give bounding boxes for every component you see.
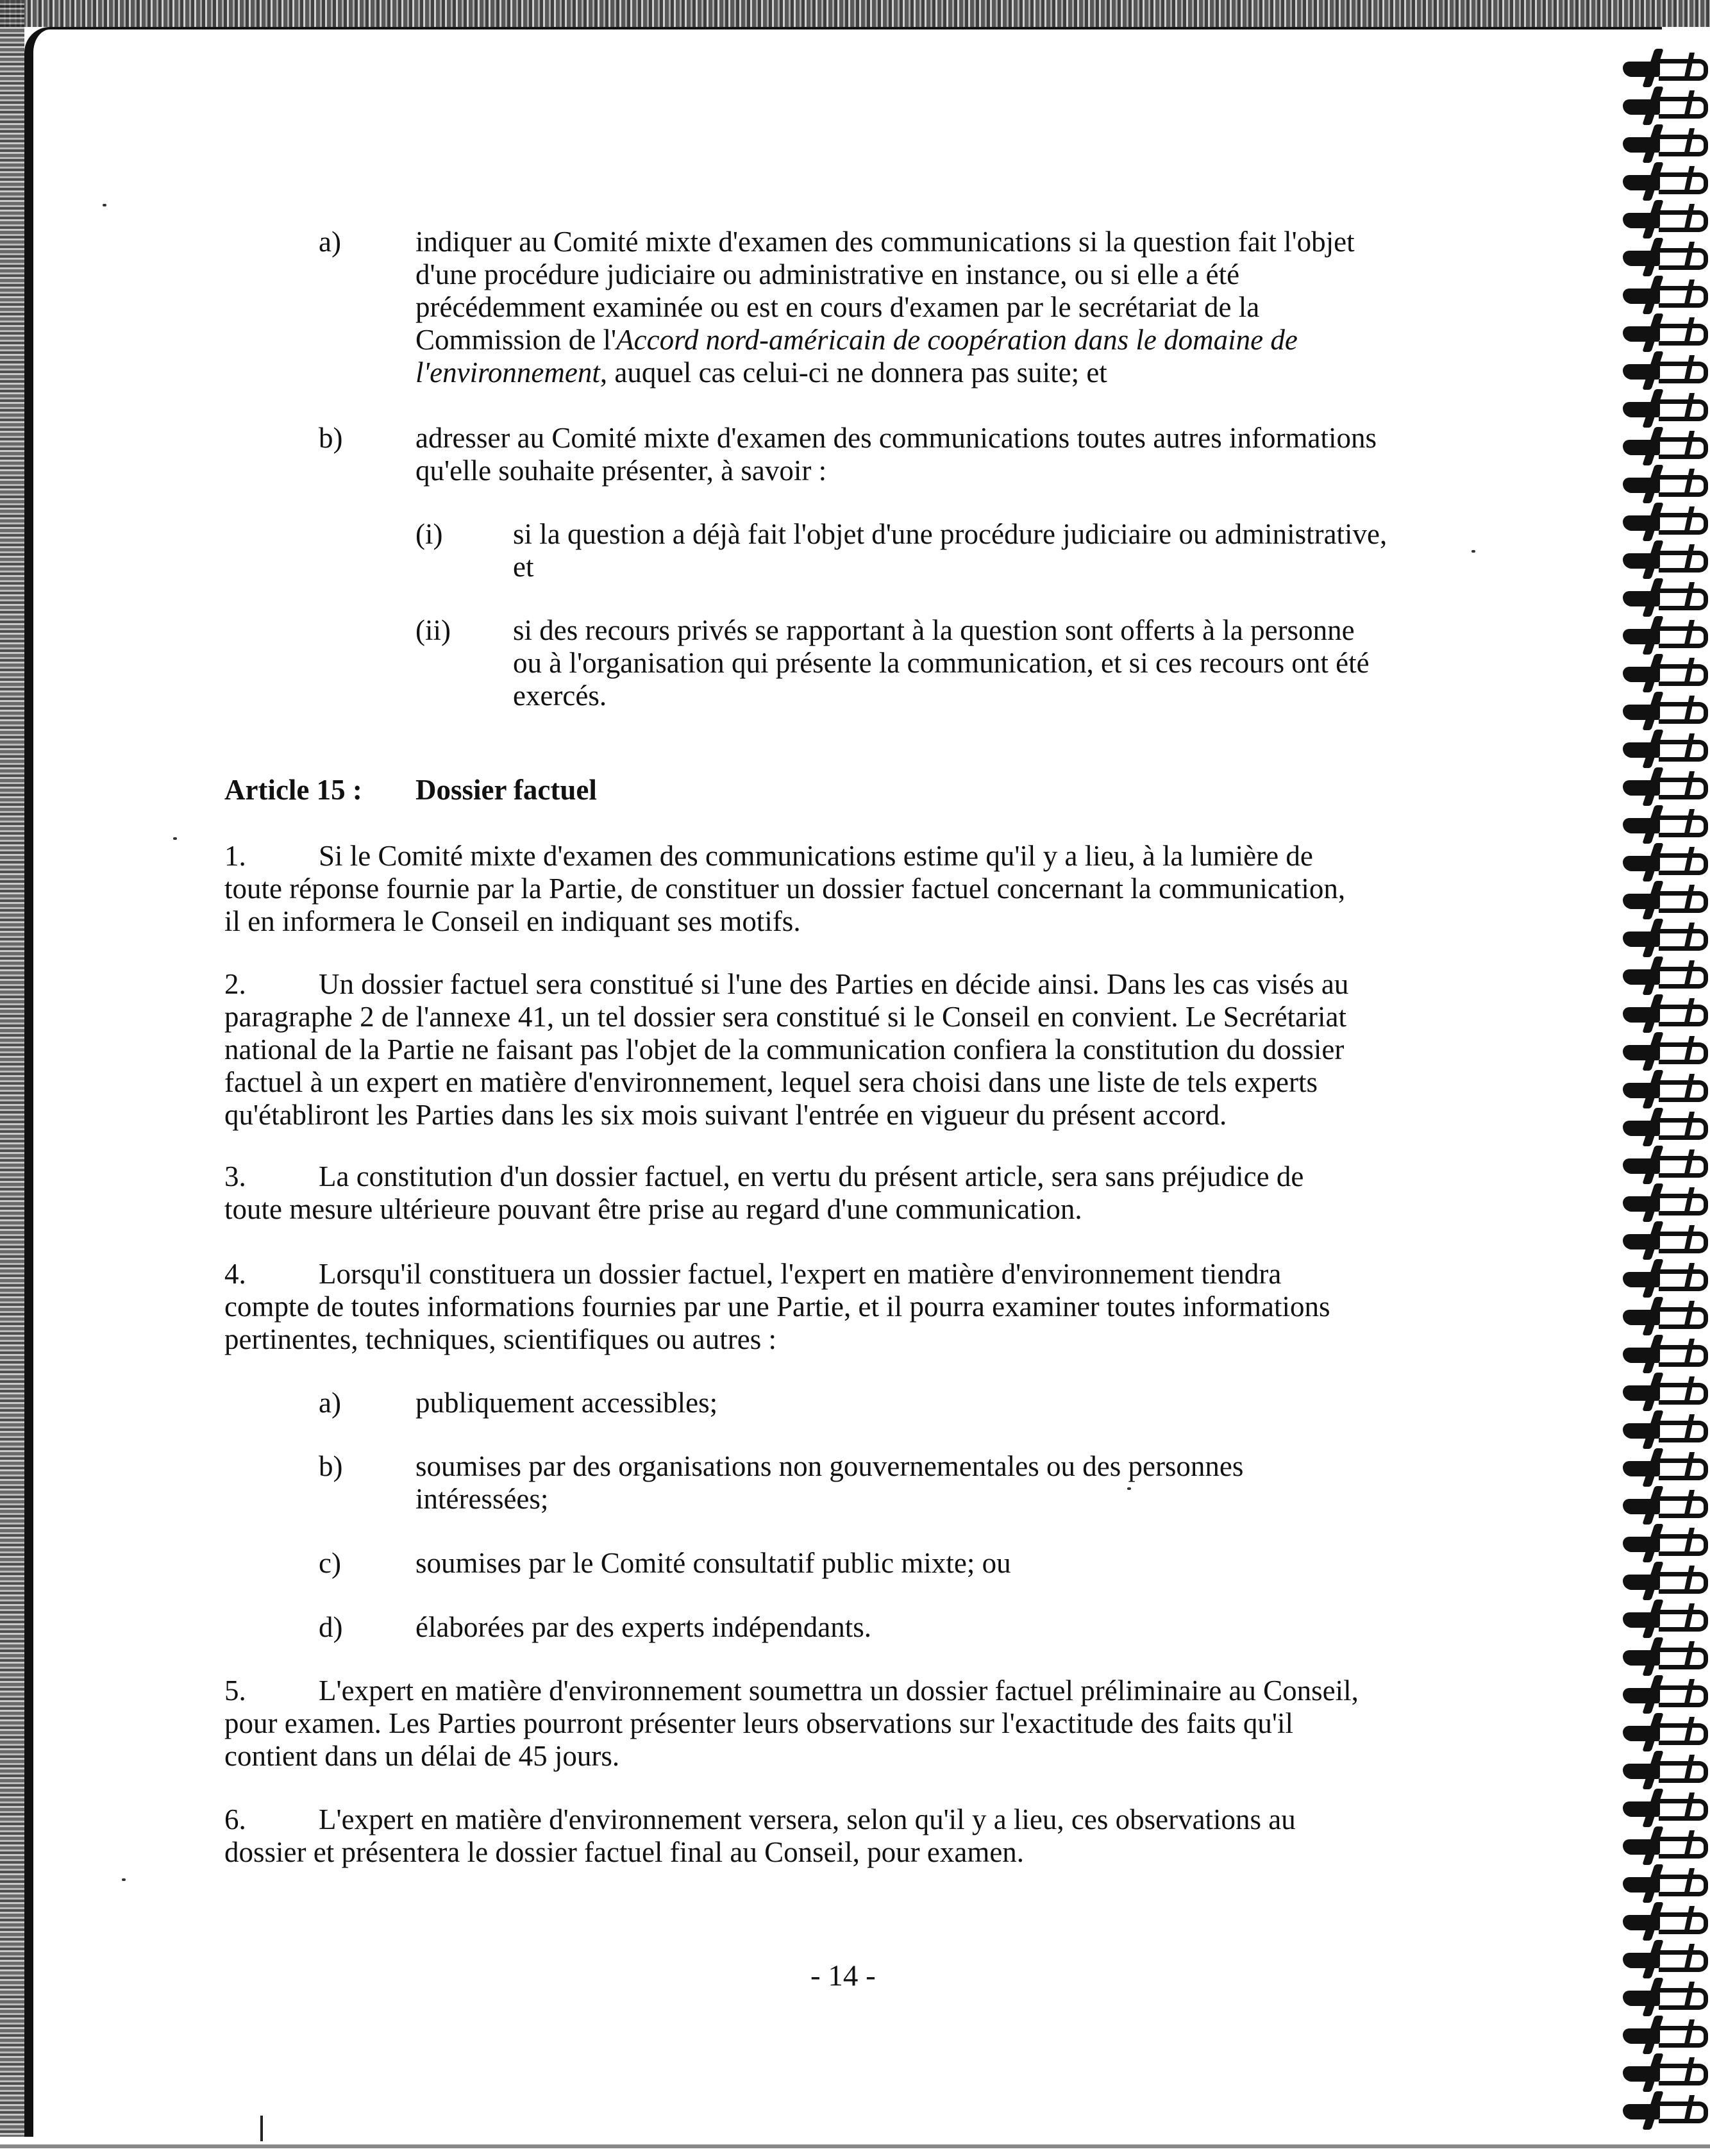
binding-coil (1623, 1003, 1705, 1025)
binding-coil (1623, 1835, 1705, 1857)
item-a-label: a) (319, 226, 341, 258)
binding-loop (1659, 1723, 1708, 1745)
paragraph-5-number: 5. (224, 1675, 246, 1707)
binding-loop (1659, 1005, 1708, 1026)
binding-coil (1623, 1079, 1705, 1101)
subitem-ii-label: (ii) (415, 614, 451, 646)
binding-loop (1659, 740, 1708, 762)
binding-coil (1623, 512, 1705, 533)
binding-coil (1623, 474, 1705, 496)
subitem-i-label: (i) (415, 518, 443, 550)
binding-coil (1623, 285, 1705, 306)
page-number: - 14 - (810, 1959, 876, 1993)
scan-edge-top (0, 0, 1710, 27)
binding-coil (1623, 1722, 1705, 1744)
p4-item-b-label: b) (319, 1450, 343, 1482)
binding-loop (1659, 59, 1708, 81)
paragraph-3-line-1: La constitution d'un dossier factuel, en vertu du présent article, sera sans préjudice de (319, 1160, 1304, 1192)
article-number: Article 15 : (224, 774, 362, 806)
binding-loop (1659, 551, 1708, 572)
binding-loop (1659, 1534, 1708, 1556)
binding-coil (1623, 1533, 1705, 1555)
paragraph-3-number: 3. (224, 1160, 246, 1192)
binding-coil (1623, 1609, 1705, 1630)
scan-mark (260, 2116, 263, 2141)
item-a-line-3: précédemment examinée ou est en cours d'examen par le secrétariat de la (415, 291, 1260, 323)
binding-coil (1623, 852, 1705, 874)
p4-item-d-line-1: élaborées par des experts indépendants. (415, 1611, 871, 1643)
binding-loop (1659, 2102, 1708, 2123)
binding-coil (1623, 1873, 1705, 1895)
subitem-i-line-2: et (513, 551, 534, 583)
binding-coil (1623, 360, 1705, 382)
binding-loop (1659, 1912, 1708, 1934)
binding-coil (1623, 1306, 1705, 1328)
item-a-line-2: d'une procédure judiciaire ou administrative en instance, ou si elle a été (415, 258, 1240, 290)
subitem-ii-line-1: si des recours privés se rapportant à la question sont offerts à la personne (513, 614, 1355, 646)
binding-loop (1659, 1875, 1708, 1896)
paragraph-3-line-2: toute mesure ultérieure pouvant être prise au regard d'une communication. (224, 1193, 1082, 1225)
binding-coil (1623, 2025, 1705, 2046)
binding-coil (1623, 2062, 1705, 2084)
binding-loop (1659, 1950, 1708, 1972)
paragraph-1-line-3: il en informera le Conseil en indiquant ses motifs. (224, 905, 801, 937)
spiral-binding (1614, 58, 1710, 2141)
binding-loop (1659, 589, 1708, 610)
scan-edge-bottom (0, 2137, 1710, 2156)
binding-coil (1623, 739, 1705, 760)
paragraph-6-line-2: dossier et présentera le dossier factuel final au Conseil, pour examen. (224, 1836, 1025, 1868)
binding-coil (1623, 436, 1705, 458)
binding-loop (1659, 362, 1708, 383)
binding-coil (1623, 1268, 1705, 1290)
binding-loop (1659, 1610, 1708, 1632)
binding-loop (1659, 513, 1708, 535)
binding-coil (1623, 1419, 1705, 1441)
paragraph-6-number: 6. (224, 1803, 246, 1835)
binding-coil (1623, 890, 1705, 912)
subitem-i-line-1: si la question a déjà fait l'objet d'une procédure judiciaire ou administrative, (513, 518, 1387, 550)
paragraph-2-number: 2. (224, 968, 246, 1000)
paragraph-1-line-2: toute réponse fournie par la Partie, de constituer un dossier factuel concernant la communication, (224, 873, 1346, 905)
binding-loop (1659, 1458, 1708, 1480)
binding-coil (1623, 663, 1705, 685)
binding-loop (1659, 2064, 1708, 2085)
binding-coil (1623, 1684, 1705, 1706)
p4-item-d-label: d) (319, 1611, 343, 1643)
binding-coil (1623, 1911, 1705, 1933)
paragraph-4-number: 4. (224, 1258, 246, 1290)
binding-loop (1659, 1988, 1708, 2010)
subitem-ii-line-2: ou à l'organisation qui présente la communication, et si ces recours ont été (513, 647, 1370, 679)
scan-speck (103, 204, 106, 206)
binding-loop (1659, 2026, 1708, 2048)
binding-loop (1659, 929, 1708, 951)
article-title: Dossier factuel (415, 774, 597, 806)
binding-loop (1659, 626, 1708, 648)
scan-speck (1127, 1487, 1131, 1490)
item-a-line-5 (415, 356, 1107, 389)
binding-coil (1623, 1230, 1705, 1252)
binding-loop (1659, 1421, 1708, 1442)
item-a-line-1: indiquer au Comité mixte d'examen des communications si la question fait l'objet (415, 226, 1355, 258)
scan-speck (122, 1878, 126, 1881)
binding-loop (1659, 399, 1708, 421)
binding-loop (1659, 1118, 1708, 1140)
binding-loop (1659, 1080, 1708, 1102)
binding-coil (1623, 701, 1705, 723)
p4-item-a-label: a) (319, 1387, 341, 1419)
paragraph-1-line-1: Si le Comité mixte d'examen des communications estime qu'il y a lieu, à la lumière de (319, 840, 1313, 872)
binding-loop (1659, 664, 1708, 686)
binding-loop (1659, 815, 1708, 837)
binding-loop (1659, 1648, 1708, 1669)
item-a-line-4-prefix: Commission de l' (415, 324, 617, 356)
binding-coil (1623, 1117, 1705, 1139)
binding-coil (1623, 1571, 1705, 1592)
binding-loop (1659, 778, 1708, 799)
binding-loop (1659, 967, 1708, 989)
binding-loop (1659, 1307, 1708, 1329)
binding-loop (1659, 97, 1708, 119)
paragraph-2-line-1: Un dossier factuel sera constitué si l'une des Parties en décide ainsi. Dans les cas visés au (319, 968, 1349, 1000)
binding-loop (1659, 1799, 1708, 1821)
binding-coil (1623, 1798, 1705, 1819)
paragraph-5-line-3: contient dans un délai de 45 jours. (224, 1740, 620, 1772)
binding-loop (1659, 1572, 1708, 1594)
p4-item-b-line-2: intéressées; (415, 1483, 549, 1515)
paragraph-4-line-1: Lorsqu'il constituera un dossier factuel, l'expert en matière d'environnement tiendra (319, 1258, 1282, 1290)
binding-loop (1659, 286, 1708, 308)
binding-loop (1659, 210, 1708, 232)
binding-coil (1623, 1646, 1705, 1668)
binding-loop (1659, 1156, 1708, 1178)
binding-coil (1623, 2100, 1705, 2122)
binding-coil (1623, 1457, 1705, 1479)
agreement-title-italic-end: l'environnement (415, 356, 600, 389)
binding-coil (1623, 322, 1705, 344)
binding-coil (1623, 1344, 1705, 1366)
binding-loop (1659, 1042, 1708, 1064)
binding-loop (1659, 1761, 1708, 1783)
binding-coil (1623, 625, 1705, 647)
binding-loop (1659, 475, 1708, 497)
subitem-ii-line-3: exercés. (513, 680, 607, 712)
binding-loop (1659, 135, 1708, 156)
binding-loop (1659, 1269, 1708, 1291)
binding-coil (1623, 928, 1705, 949)
binding-coil (1623, 171, 1705, 193)
binding-loop (1659, 1685, 1708, 1707)
binding-coil (1623, 587, 1705, 609)
p4-item-b-line-1: soumises par des organisations non gouvernementales ou des personnes (415, 1450, 1244, 1482)
scan-speck (173, 837, 177, 840)
binding-loop (1659, 853, 1708, 875)
binding-coil (1623, 209, 1705, 231)
binding-loop (1659, 891, 1708, 913)
item-b-label: b) (319, 422, 343, 454)
paragraph-5-line-2: pour examen. Les Parties pourront présenter leurs observations sur l'exactitude des faits qu'il (224, 1707, 1293, 1739)
binding-coil (1623, 1041, 1705, 1063)
paragraph-5-line-1: L'expert en matière d'environnement soumettra un dossier factuel préliminaire au Conseil, (319, 1675, 1359, 1707)
binding-coil (1623, 965, 1705, 987)
binding-coil (1623, 1760, 1705, 1782)
paragraph-2-line-5: qu'établiront les Parties dans les six mois suivant l'entrée en vigueur du présent accord. (224, 1099, 1227, 1131)
paragraph-4-line-2: compte de toutes informations fournies par une Partie, et il pourra examiner toutes informations (224, 1291, 1330, 1323)
item-b-line-2: qu'elle souhaite présenter, à savoir : (415, 455, 827, 487)
binding-coil (1623, 247, 1705, 269)
binding-coil (1623, 133, 1705, 155)
p4-item-a-line-1: publiquement accessibles; (415, 1387, 718, 1419)
binding-loop (1659, 1496, 1708, 1518)
binding-coil (1623, 1949, 1705, 1971)
binding-loop (1659, 1345, 1708, 1367)
binding-coil (1623, 1987, 1705, 2009)
binding-coil (1623, 96, 1705, 117)
paragraph-2-line-4: factuel à un expert en matière d'environnement, lequel sera choisi dans une liste de tels experts (224, 1066, 1318, 1098)
scan-edge-left (0, 0, 24, 2156)
binding-coil (1623, 776, 1705, 798)
item-a-line-4 (415, 324, 1298, 356)
p4-item-c-line-1: soumises par le Comité consultatif public mixte; ou (415, 1547, 1011, 1579)
p4-item-c-label: c) (319, 1547, 341, 1579)
item-b-line-1: adresser au Comité mixte d'examen des communications toutes autres informations (415, 422, 1377, 454)
scan-speck (1471, 550, 1475, 553)
paragraph-6-line-1: L'expert en matière d'environnement versera, selon qu'il y a lieu, ces observations au (319, 1803, 1296, 1835)
binding-coil (1623, 398, 1705, 420)
binding-loop (1659, 1837, 1708, 1859)
binding-coil (1623, 1192, 1705, 1214)
binding-loop (1659, 702, 1708, 724)
binding-loop (1659, 1194, 1708, 1216)
paragraph-2-line-3: national de la Partie ne faisant pas l'objet de la communication confiera la constitution du dossier (224, 1033, 1345, 1065)
binding-coil (1623, 1495, 1705, 1517)
paragraph-2-line-2: paragraphe 2 de l'annexe 41, un tel dossier sera constitué si le Conseil en convient. Le Secrétariat (224, 1001, 1346, 1033)
binding-loop (1659, 437, 1708, 459)
agreement-title-italic: Accord nord-américain de coopération dans le domaine de (616, 324, 1298, 356)
binding-loop (1659, 172, 1708, 194)
binding-loop (1659, 1232, 1708, 1253)
binding-loop (1659, 248, 1708, 270)
paragraph-1-number: 1. (224, 840, 246, 872)
paragraph-4-line-3: pertinentes, techniques, scientifiques ou autres : (224, 1323, 776, 1355)
binding-coil (1623, 1155, 1705, 1176)
binding-coil (1623, 58, 1705, 79)
binding-coil (1623, 549, 1705, 571)
item-a-line-5-rest: , auquel cas celui-ci ne donnera pas suite; et (599, 356, 1107, 389)
binding-coil (1623, 814, 1705, 836)
binding-loop (1659, 1383, 1708, 1405)
binding-coil (1623, 1382, 1705, 1403)
binding-loop (1659, 324, 1708, 346)
